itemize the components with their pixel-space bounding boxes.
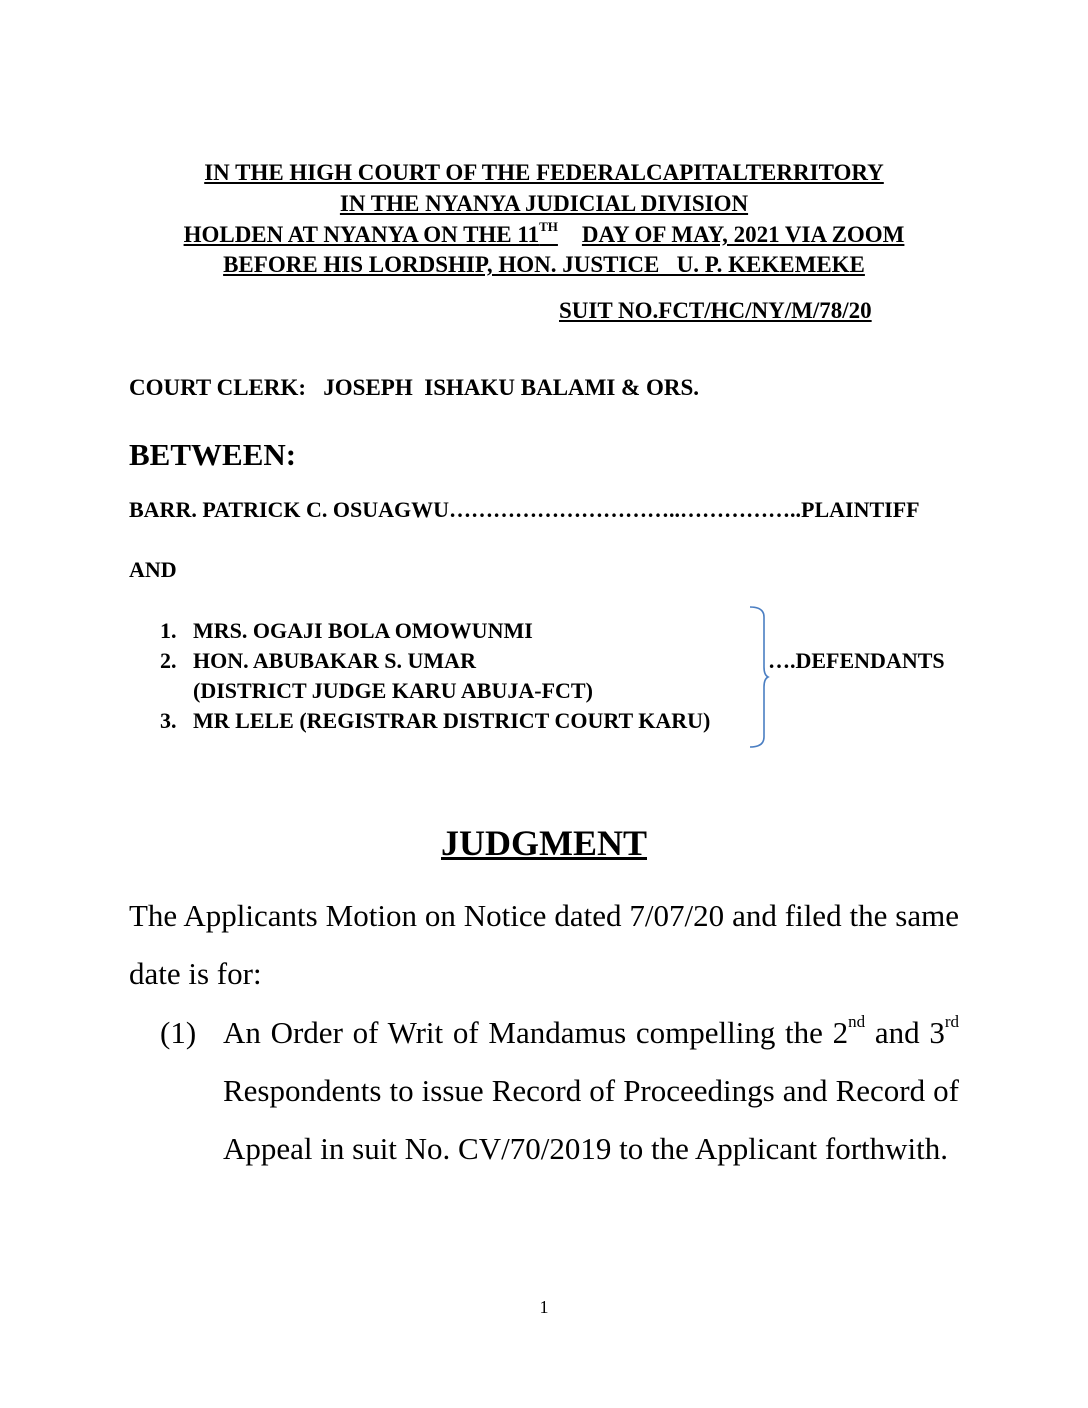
header-line-2: IN THE NYANYA JUDICIAL DIVISION	[339, 191, 749, 216]
plaintiff-line: BARR. PATRICK C. OSUAGWU…………………………..……………..PLAINTIFF	[129, 497, 920, 522]
defendant-number: 1.	[160, 618, 177, 643]
order-paragraph	[223, 1004, 959, 1178]
court-clerk: COURT CLERK: JOSEPH ISHAKU BALAMI & ORS.	[129, 375, 700, 400]
defendant-detail: (DISTRICT JUDGE KARU ABUJA-FCT)	[193, 678, 593, 703]
order-number: (1)	[160, 1015, 197, 1050]
order-text-3: Respondents to issue Record of Proceedings and Record of Appeal in suit No. CV/70/2019 to the Applicant forthwith.	[223, 1073, 959, 1166]
order-text-1: An Order of Writ of Mandamus compelling the 2	[223, 1015, 849, 1050]
suit-number: SUIT NO.FCT/HC/NY/M/78/20	[559, 298, 872, 323]
defendant-name: MRS. OGAJI BOLA OMOWUNMI	[193, 618, 533, 643]
and-label: AND	[129, 557, 177, 582]
header-line-3-pre: HOLDEN AT NYANYA ON THE 11	[183, 222, 540, 247]
order-sup-1: nd	[848, 1012, 866, 1031]
order-sup-2: rd	[944, 1012, 959, 1031]
header-line-3	[0, 220, 1088, 250]
judgment-title: JUDGMENT	[441, 823, 647, 863]
defendant-number: 2.	[160, 648, 177, 673]
header-line-3-sup: TH	[539, 219, 558, 234]
header-line-3-post: DAY OF MAY, 2021 VIA ZOOM	[581, 222, 905, 247]
order-text-2: and 3	[865, 1015, 945, 1050]
between-heading: BETWEEN:	[129, 437, 297, 472]
header-line-4: BEFORE HIS LORDSHIP, HON. JUSTICE U. P. KEKEMEKE	[223, 252, 865, 277]
defendant-name: MR LELE (REGISTRAR DISTRICT COURT KARU)	[193, 708, 711, 733]
page-number: 1	[539, 1297, 549, 1317]
header-line-1: IN THE HIGH COURT OF THE FEDERALCAPITALTERRITORY	[204, 160, 884, 185]
defendants-label: ….DEFENDANTS	[768, 648, 945, 673]
defendant-name: HON. ABUBAKAR S. UMAR	[193, 648, 476, 673]
intro-paragraph: The Applicants Motion on Notice dated 7/07/20 and filed the same date is for:	[129, 898, 959, 991]
defendant-number: 3.	[160, 708, 177, 733]
right-brace-icon	[748, 605, 770, 749]
